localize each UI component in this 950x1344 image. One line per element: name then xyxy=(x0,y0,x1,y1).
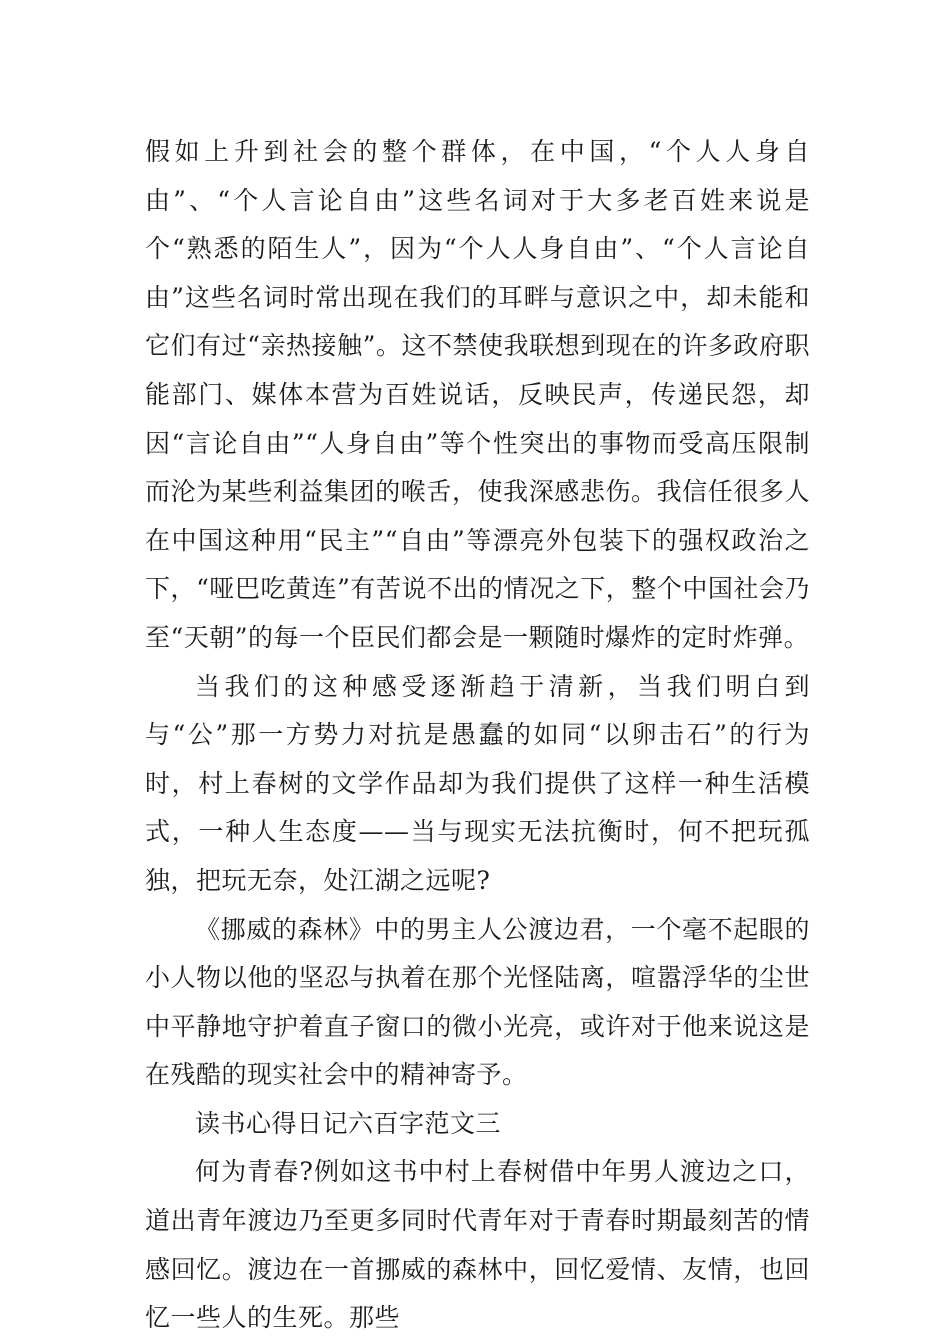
paragraph-social-freedom: 假如上升到社会的整个群体，在中国，“个人人身自由”、“个人言论自由”这些名词对于大多老百姓来说是个“熟悉的陌生人”，因为“个人人身自由”、“个人言论自由”这些名词时常出现在我们的耳畔与意识之中，却未能和它们有过“亲热接触”。这不禁使我联想到现在的许多政府职能部门、媒体本营为百姓说话，反映民声，传递民怨，却因“言论自由”“人身自由”等个性突出的事物而受高压限制而沦为某些利益集团的喉舌，使我深感悲伤。我信任很多人在中国这种用“民主”“自由”等漂亮外包装下的强权政治之下，“哑巴吃黄连”有苦说不出的情况之下，整个中国社会乃至“天朝”的每一个臣民们都会是一颗随时爆炸的定时炸弹。 xyxy=(145,137,810,652)
document-body xyxy=(145,128,810,1343)
paragraph-murakami-lifestyle: 当我们的这种感受逐渐趋于清新，当我们明白到与“公”那一方势力对抗是愚蠢的如同“以卵击石”的行为时，村上春树的文学作品却为我们提供了这样一种生活模式，一种人生态度——当与现实无法抗衡时，何不把玩孤独，把玩无奈，处江湖之远呢? xyxy=(145,671,811,895)
paragraph-norwegian-wood-protagonist: 《挪威的森林》中的男主人公渡边君，一个毫不起眼的小人物以他的坚忍与执着在那个光怪陆离，喧嚣浮华的尘世中平静地守护着直子窗口的微小光亮，或许对于他来说这是在残酷的现实社会中的精神寄予。 xyxy=(145,914,810,1090)
section-heading: 读书心得日记六百字范文三 xyxy=(195,1108,502,1138)
paragraph-what-is-youth: 何为青春?例如这书中村上春树借中年男人渡边之口，道出青年渡边乃至更多同时代青年对于青春时期最刻苦的情感回忆。渡边在一首挪威的森林中，回忆爱情、友情，也回忆一些人的生死。那些 xyxy=(145,1157,810,1333)
